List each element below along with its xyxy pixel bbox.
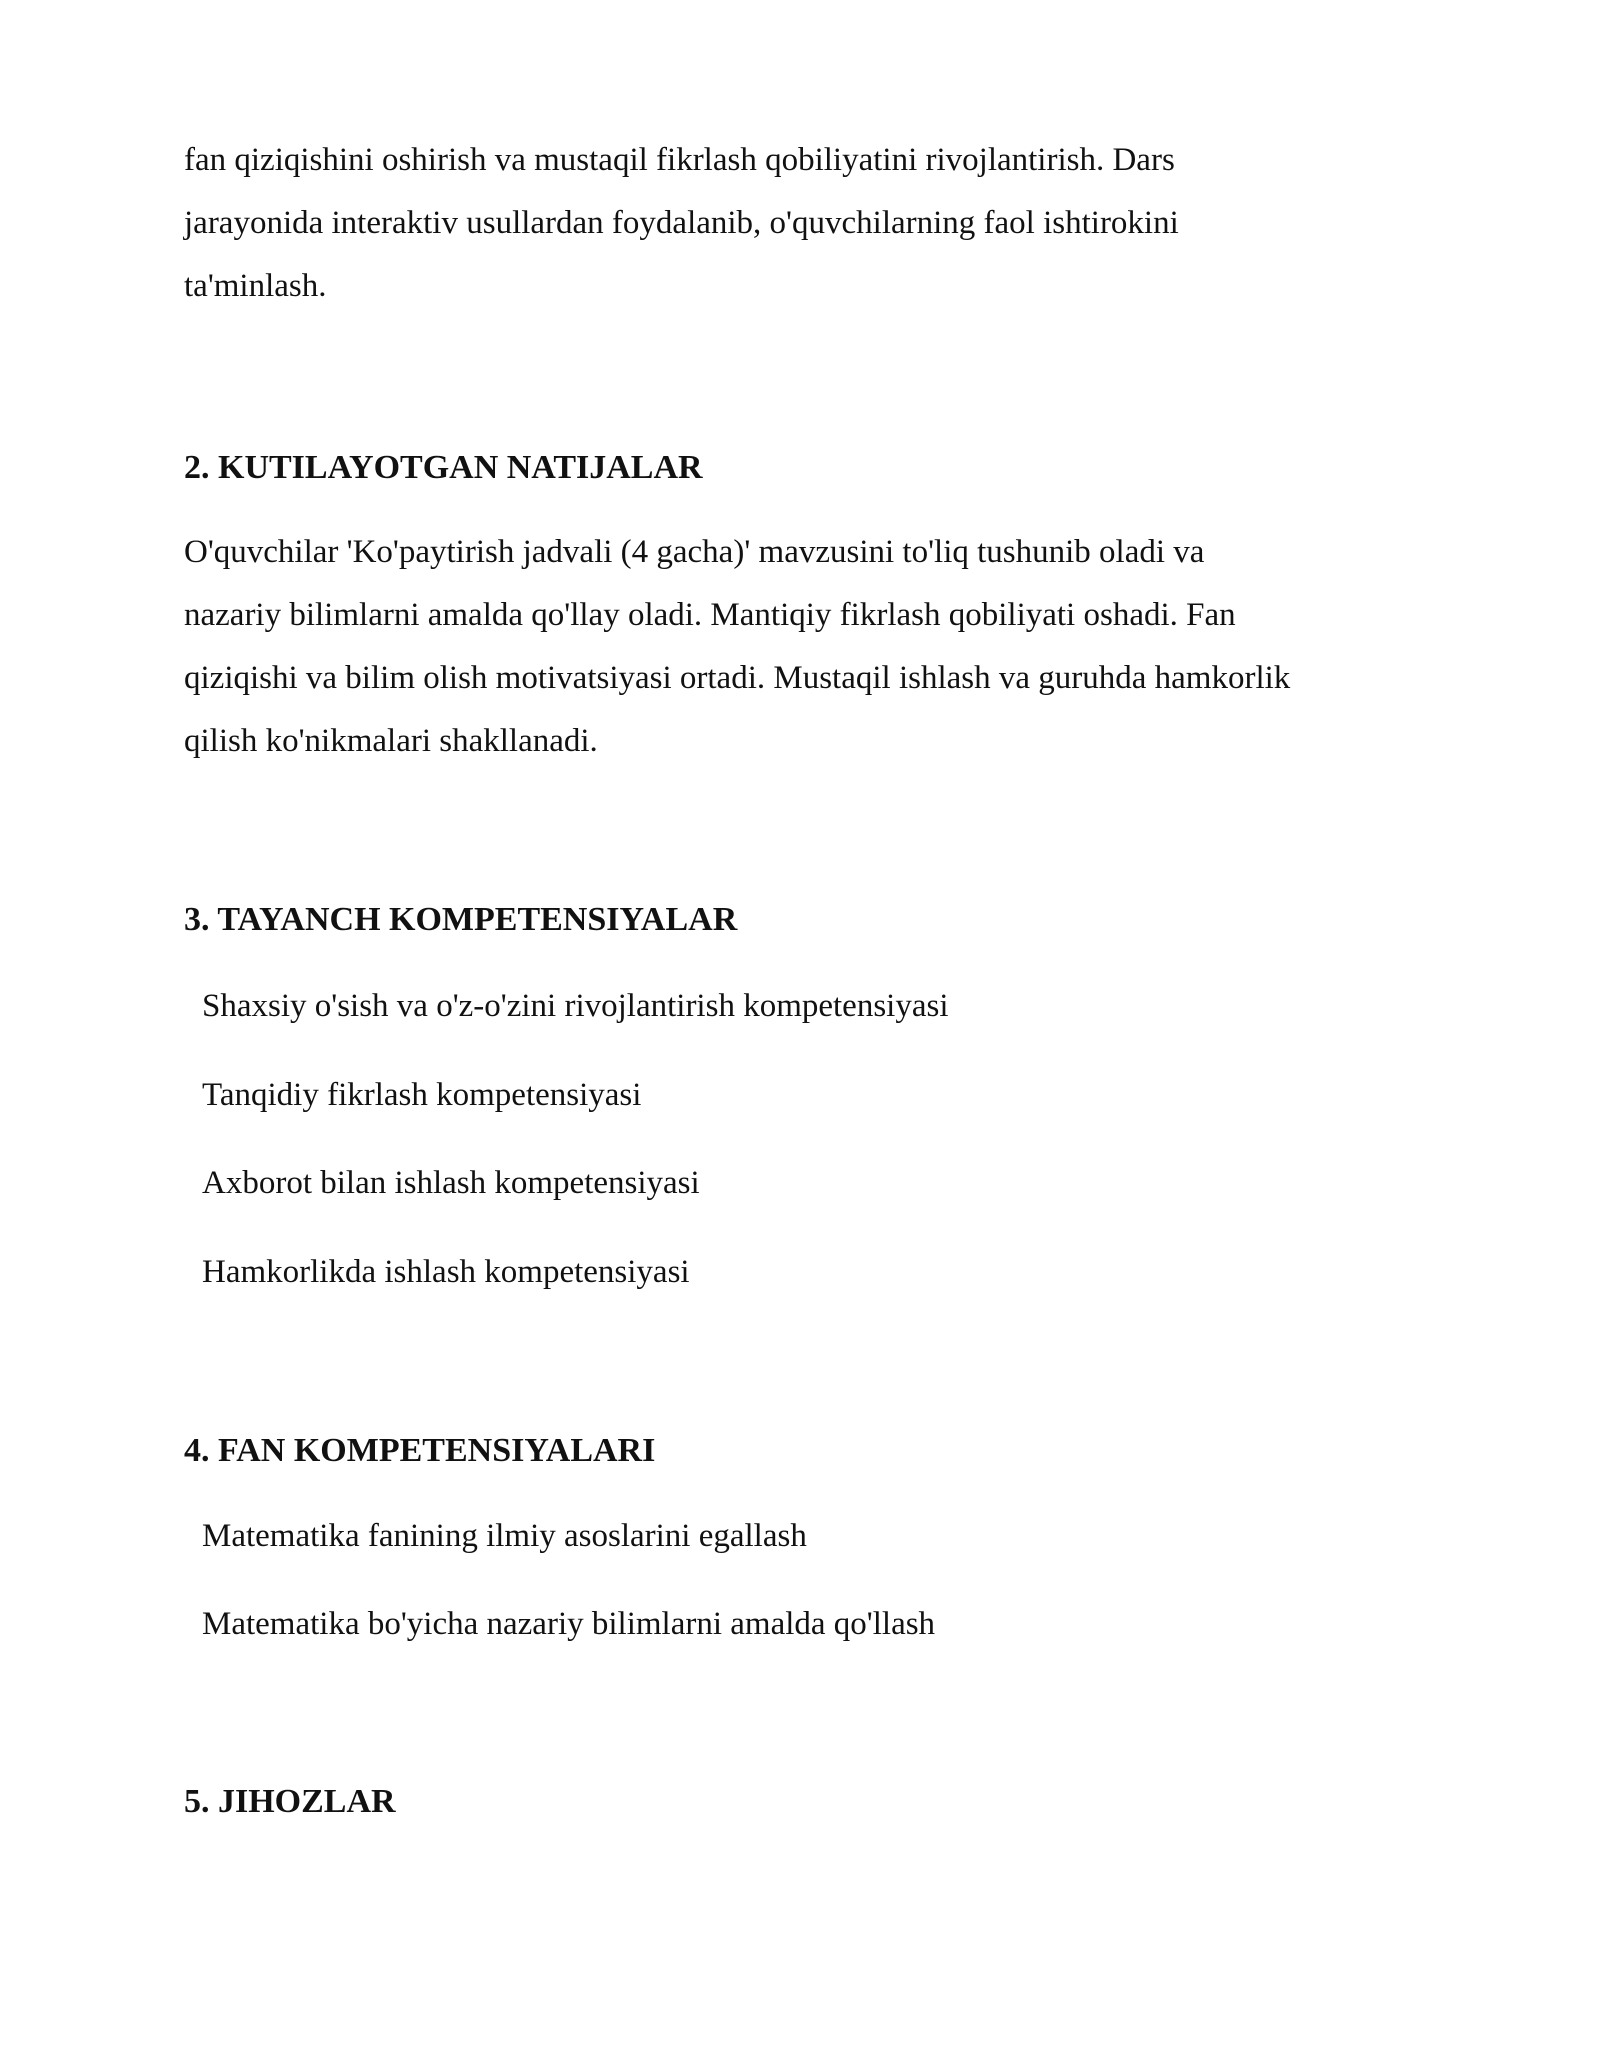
intro-line-1: fan qiziqishini oshirish va mustaqil fikrlash qobiliyatini rivojlantirish. Dars xyxy=(184,142,1175,178)
section-2-line-3: qiziqishi va bilim olish motivatsiyasi ortadi. Mustaqil ishlash va guruhda hamkorlik xyxy=(184,660,1291,696)
section-3-heading: 3. TAYANCH KOMPETENSIYALAR xyxy=(184,901,738,938)
list-item: Shaxsiy o'sish va o'z-o'zini rivojlantirish kompetensiyasi xyxy=(202,988,949,1024)
section-2-line-4: qilish ko'nikmalari shakllanadi. xyxy=(184,723,598,759)
list-item: Hamkorlikda ishlash kompetensiyasi xyxy=(202,1254,690,1290)
section-4-heading: 4. FAN KOMPETENSIYALARI xyxy=(184,1432,656,1469)
section-5-heading: 5. JIHOZLAR xyxy=(184,1783,396,1820)
list-item: Tanqidiy fikrlash kompetensiyasi xyxy=(202,1077,642,1113)
intro-line-3: ta'minlash. xyxy=(184,268,327,304)
section-2-heading: 2. KUTILAYOTGAN NATIJALAR xyxy=(184,449,703,486)
section-2-line-1: O'quvchilar 'Ko'paytirish jadvali (4 gacha)' mavzusini to'liq tushunib oladi va xyxy=(184,534,1205,570)
section-2-line-2: nazariy bilimlarni amalda qo'llay oladi. Mantiqiy fikrlash qobiliyati oshadi. Fan xyxy=(184,597,1236,633)
list-item: Matematika bo'yicha nazariy bilimlarni amalda qo'llash xyxy=(202,1606,936,1642)
intro-line-2: jarayonida interaktiv usullardan foydalanib, o'quvchilarning faol ishtirokini xyxy=(184,205,1179,241)
list-item: Axborot bilan ishlash kompetensiyasi xyxy=(202,1165,700,1201)
list-item: Matematika fanining ilmiy asoslarini egallash xyxy=(202,1518,807,1554)
